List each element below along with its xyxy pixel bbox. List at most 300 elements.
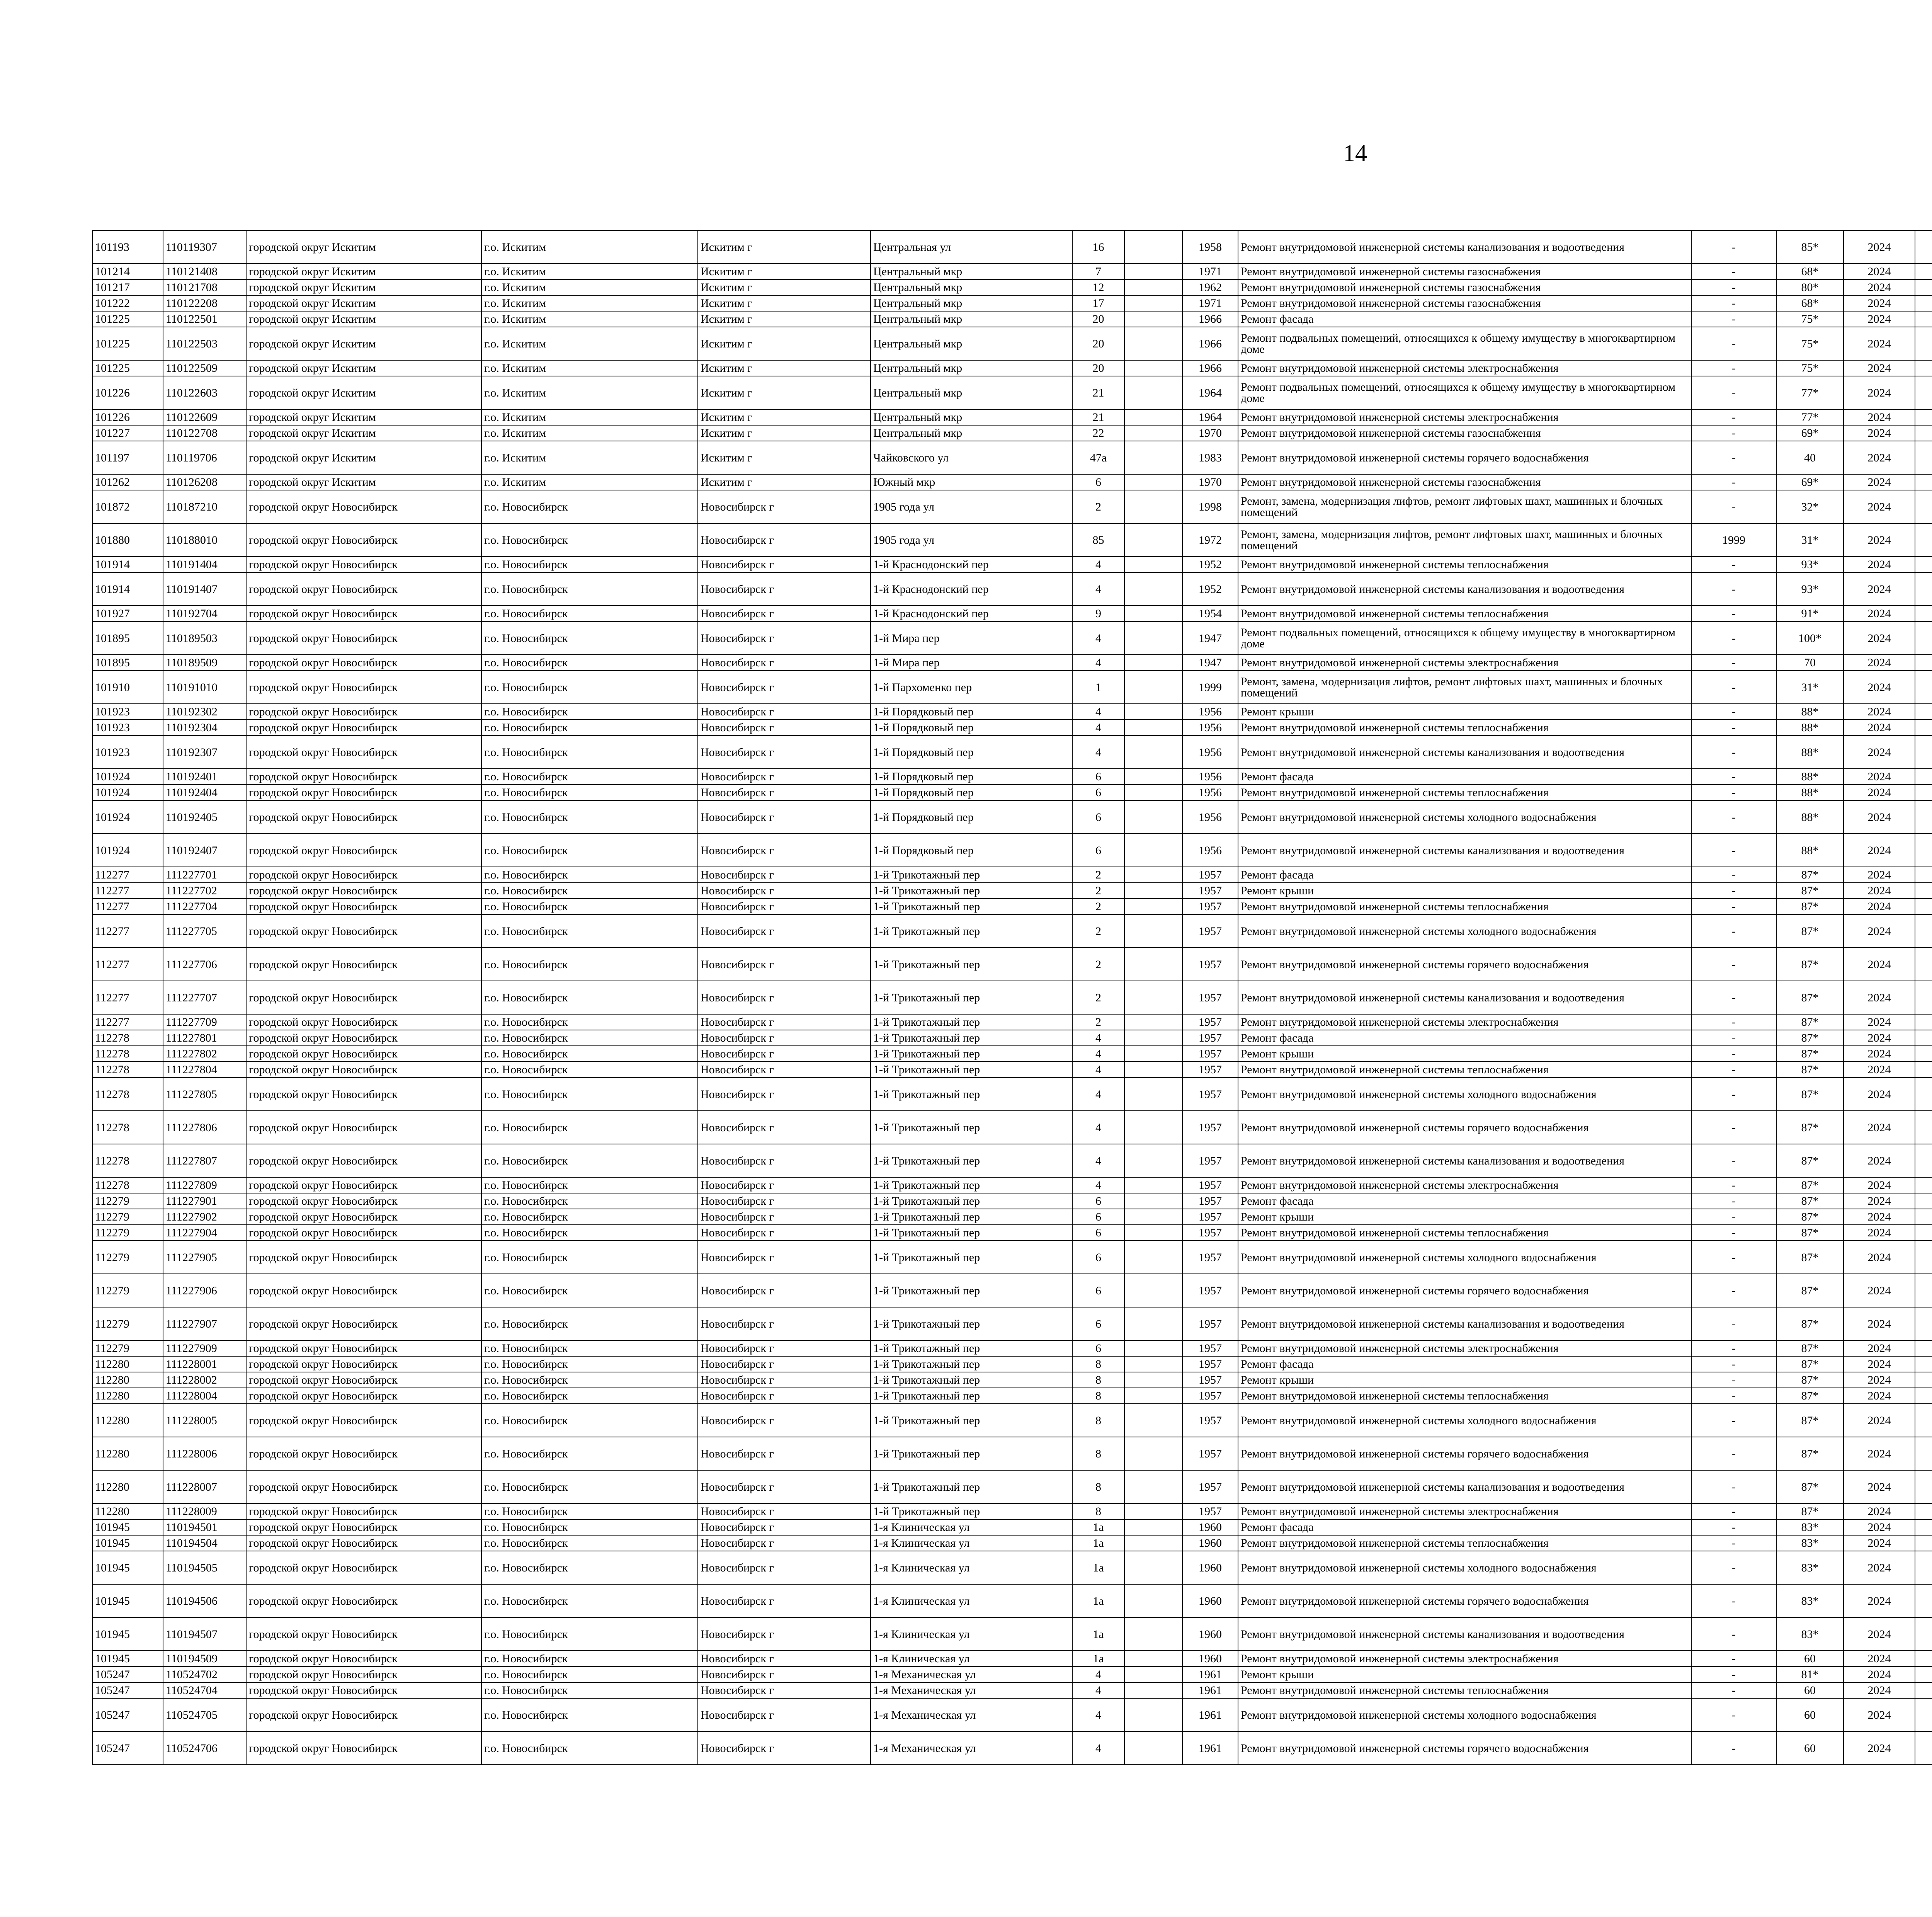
cell-wear-percent: 77* (1776, 409, 1844, 425)
cell-locality: Новосибирск г (698, 1667, 871, 1682)
cell-lift-year: - (1691, 1372, 1776, 1388)
cell-house-id: 112278 (92, 1111, 163, 1144)
cell-street: 1-й Порядковый пер (871, 720, 1072, 735)
cell-lift-year: - (1691, 327, 1776, 360)
cell-year-start: 2024 (1844, 1046, 1915, 1062)
cell-locality: Новосибирск г (698, 1617, 871, 1651)
cell-locality: Новосибирск г (698, 1274, 871, 1307)
cell-house-number: 6 (1072, 1340, 1124, 1356)
cell-year-built: 1957 (1182, 1078, 1238, 1111)
cell-wear-percent: 75* (1776, 360, 1844, 376)
cell-locality: Новосибирск г (698, 867, 871, 883)
cell-house-number: 6 (1072, 1241, 1124, 1274)
cell-house-id: 112280 (92, 1372, 163, 1388)
cell-wear-percent: 69* (1776, 474, 1844, 490)
cell-settlement: г.о. Новосибирск (481, 572, 698, 606)
cell-work-type: Ремонт подвальных помещений, относящихся к общему имуществу в многоквартирном доме (1238, 376, 1691, 409)
cell-locality: Новосибирск г (698, 1014, 871, 1030)
cell-record-id: 110122509 (163, 360, 246, 376)
cell-street: 1-й Трикотажный пер (871, 1225, 1072, 1241)
cell-settlement: г.о. Новосибирск (481, 1014, 698, 1030)
cell-house-number: 4 (1072, 655, 1124, 671)
cell-year-start: 2024 (1844, 914, 1915, 948)
cell-settlement: г.о. Искитим (481, 474, 698, 490)
cell-municipality: городской округ Новосибирск (246, 948, 481, 981)
cell-work-type: Ремонт внутридомовой инженерной системы электроснабжения (1238, 1014, 1691, 1030)
cell-record-id: 110194509 (163, 1651, 246, 1667)
cell-year-end (1915, 1144, 1932, 1177)
cell-street: 1-я Механическая ул (871, 1667, 1072, 1682)
cell-lift-year: - (1691, 899, 1776, 914)
cell-year-start: 2024 (1844, 1193, 1915, 1209)
cell-year-end (1915, 1651, 1932, 1667)
cell-record-id: 110122503 (163, 327, 246, 360)
cell-lift-year: - (1691, 1241, 1776, 1274)
cell-building (1124, 409, 1182, 425)
cell-year-built: 1970 (1182, 425, 1238, 441)
cell-work-type: Ремонт внутридомовой инженерной системы электроснабжения (1238, 1177, 1691, 1193)
cell-street: 1-й Краснодонский пер (871, 606, 1072, 621)
cell-record-id: 110192405 (163, 800, 246, 834)
cell-house-number: 8 (1072, 1470, 1124, 1503)
cell-wear-percent: 87* (1776, 1388, 1844, 1404)
cell-work-type: Ремонт, замена, модернизация лифтов, ремонт лифтовых шахт, машинных и блочных помещений (1238, 490, 1691, 523)
cell-settlement: г.о. Новосибирск (481, 655, 698, 671)
cell-lift-year: - (1691, 360, 1776, 376)
cell-house-number: 22 (1072, 425, 1124, 441)
cell-house-number: 6 (1072, 1193, 1124, 1209)
cell-building (1124, 1225, 1182, 1241)
cell-house-id: 112280 (92, 1503, 163, 1519)
cell-year-built: 1983 (1182, 441, 1238, 474)
cell-lift-year: - (1691, 1667, 1776, 1682)
cell-record-id: 110194507 (163, 1617, 246, 1651)
cell-settlement: г.о. Новосибирск (481, 1078, 698, 1111)
cell-wear-percent: 100* (1776, 621, 1844, 655)
cell-house-id: 105247 (92, 1682, 163, 1698)
table-row (92, 1437, 1932, 1470)
cell-municipality: городской округ Новосибирск (246, 914, 481, 948)
cell-record-id: 110122208 (163, 295, 246, 311)
cell-municipality: городской округ Новосибирск (246, 1519, 481, 1535)
cell-house-number: 6 (1072, 1307, 1124, 1340)
table-row (92, 1274, 1932, 1307)
table-row (92, 1046, 1932, 1062)
cell-work-type: Ремонт внутридомовой инженерной системы горячего водоснабжения (1238, 948, 1691, 981)
cell-lift-year: - (1691, 671, 1776, 704)
cell-municipality: городской округ Новосибирск (246, 1698, 481, 1731)
cell-record-id: 110191010 (163, 671, 246, 704)
cell-settlement: г.о. Новосибирск (481, 523, 698, 557)
cell-municipality: городской округ Новосибирск (246, 606, 481, 621)
cell-building (1124, 1111, 1182, 1144)
table-row (92, 1651, 1932, 1667)
cell-year-built: 1956 (1182, 720, 1238, 735)
cell-locality: Новосибирск г (698, 1193, 871, 1209)
cell-house-id: 112279 (92, 1225, 163, 1241)
cell-street: 1-й Трикотажный пер (871, 1503, 1072, 1519)
cell-year-start: 2024 (1844, 1177, 1915, 1193)
table-row (92, 360, 1932, 376)
cell-record-id: 111227709 (163, 1014, 246, 1030)
cell-year-end (1915, 264, 1932, 279)
cell-year-start: 2024 (1844, 409, 1915, 425)
cell-record-id: 111227702 (163, 883, 246, 899)
cell-house-number: 1а (1072, 1617, 1124, 1651)
cell-wear-percent: 60 (1776, 1731, 1844, 1765)
cell-year-end (1915, 1731, 1932, 1765)
cell-lift-year: - (1691, 1177, 1776, 1193)
cell-year-built: 1957 (1182, 883, 1238, 899)
cell-record-id: 110189503 (163, 621, 246, 655)
cell-street: 1-й Трикотажный пер (871, 1307, 1072, 1340)
cell-year-end (1915, 1470, 1932, 1503)
cell-year-end (1915, 490, 1932, 523)
cell-street: 1-й Порядковый пер (871, 785, 1072, 800)
cell-year-start: 2024 (1844, 441, 1915, 474)
table-row (92, 1584, 1932, 1617)
cell-year-built: 1960 (1182, 1651, 1238, 1667)
cell-year-end (1915, 735, 1932, 769)
cell-year-end (1915, 1014, 1932, 1030)
cell-year-start: 2024 (1844, 671, 1915, 704)
table-row (92, 523, 1932, 557)
table-row (92, 1519, 1932, 1535)
cell-house-number: 1а (1072, 1535, 1124, 1551)
cell-year-built: 1999 (1182, 671, 1238, 704)
cell-building (1124, 1651, 1182, 1667)
cell-house-number: 4 (1072, 1698, 1124, 1731)
cell-building (1124, 1356, 1182, 1372)
cell-building (1124, 720, 1182, 735)
cell-building (1124, 834, 1182, 867)
cell-record-id: 111228005 (163, 1404, 246, 1437)
table-row (92, 621, 1932, 655)
cell-record-id: 110192704 (163, 606, 246, 621)
cell-wear-percent: 87* (1776, 948, 1844, 981)
cell-municipality: городской округ Искитим (246, 264, 481, 279)
cell-record-id: 111227801 (163, 1030, 246, 1046)
cell-building (1124, 1551, 1182, 1584)
cell-work-type: Ремонт внутридомовой инженерной системы горячего водоснабжения (1238, 1274, 1691, 1307)
cell-year-built: 1960 (1182, 1584, 1238, 1617)
cell-locality: Новосибирск г (698, 1682, 871, 1698)
cell-street: Центральный мкр (871, 360, 1072, 376)
cell-house-id: 112278 (92, 1177, 163, 1193)
cell-year-end (1915, 1046, 1932, 1062)
cell-wear-percent: 87* (1776, 1144, 1844, 1177)
cell-locality: Новосибирск г (698, 800, 871, 834)
cell-wear-percent: 91* (1776, 606, 1844, 621)
cell-work-type: Ремонт крыши (1238, 1667, 1691, 1682)
cell-house-number: 8 (1072, 1356, 1124, 1372)
cell-locality: Новосибирск г (698, 834, 871, 867)
cell-building (1124, 1014, 1182, 1030)
cell-lift-year: - (1691, 720, 1776, 735)
cell-year-start: 2024 (1844, 1078, 1915, 1111)
cell-lift-year: - (1691, 914, 1776, 948)
cell-house-id: 101226 (92, 376, 163, 409)
cell-house-number: 4 (1072, 704, 1124, 720)
table-row (92, 1372, 1932, 1388)
table-row (92, 606, 1932, 621)
cell-house-number: 8 (1072, 1503, 1124, 1519)
cell-wear-percent: 77* (1776, 376, 1844, 409)
cell-building (1124, 800, 1182, 834)
cell-year-start: 2024 (1844, 1388, 1915, 1404)
table-row (92, 295, 1932, 311)
cell-year-start: 2024 (1844, 981, 1915, 1014)
cell-year-end (1915, 1682, 1932, 1698)
cell-year-end (1915, 1241, 1932, 1274)
cell-wear-percent: 87* (1776, 1062, 1844, 1078)
cell-year-start: 2024 (1844, 1062, 1915, 1078)
cell-settlement: г.о. Искитим (481, 376, 698, 409)
cell-year-end (1915, 1078, 1932, 1111)
cell-year-start: 2024 (1844, 1731, 1915, 1765)
cell-municipality: городской округ Новосибирск (246, 671, 481, 704)
cell-house-number: 2 (1072, 1014, 1124, 1030)
table-row (92, 1698, 1932, 1731)
cell-record-id: 111228006 (163, 1437, 246, 1470)
cell-house-number: 4 (1072, 1062, 1124, 1078)
cell-year-start: 2024 (1844, 1274, 1915, 1307)
cell-year-built: 1957 (1182, 1437, 1238, 1470)
cell-lift-year: - (1691, 1340, 1776, 1356)
cell-record-id: 110194505 (163, 1551, 246, 1584)
cell-house-id: 112277 (92, 948, 163, 981)
table-row (92, 720, 1932, 735)
cell-wear-percent: 87* (1776, 899, 1844, 914)
cell-municipality: городской округ Новосибирск (246, 1535, 481, 1551)
cell-street: Центральная ул (871, 230, 1072, 264)
cell-lift-year: - (1691, 834, 1776, 867)
cell-year-end (1915, 1617, 1932, 1651)
cell-lift-year: - (1691, 769, 1776, 785)
cell-street: 1-я Клиническая ул (871, 1551, 1072, 1584)
cell-wear-percent: 87* (1776, 1177, 1844, 1193)
cell-year-built: 1961 (1182, 1682, 1238, 1698)
table-row (92, 704, 1932, 720)
cell-work-type: Ремонт внутридомовой инженерной системы газоснабжения (1238, 279, 1691, 295)
cell-locality: Искитим г (698, 327, 871, 360)
table-row (92, 834, 1932, 867)
cell-wear-percent: 88* (1776, 834, 1844, 867)
cell-year-end (1915, 1404, 1932, 1437)
table-row (92, 1193, 1932, 1209)
cell-street: 1-й Трикотажный пер (871, 1404, 1072, 1437)
cell-locality: Новосибирск г (698, 1584, 871, 1617)
cell-house-number: 21 (1072, 376, 1124, 409)
cell-building (1124, 557, 1182, 572)
cell-locality: Искитим г (698, 376, 871, 409)
cell-work-type: Ремонт подвальных помещений, относящихся к общему имуществу в многоквартирном доме (1238, 327, 1691, 360)
cell-building (1124, 948, 1182, 981)
table-row (92, 785, 1932, 800)
cell-locality: Новосибирск г (698, 1144, 871, 1177)
cell-year-end (1915, 327, 1932, 360)
cell-street: 1-я Клиническая ул (871, 1617, 1072, 1651)
cell-settlement: г.о. Новосибирск (481, 671, 698, 704)
cell-municipality: городской округ Искитим (246, 327, 481, 360)
cell-locality: Искитим г (698, 474, 871, 490)
cell-year-end (1915, 441, 1932, 474)
cell-house-id: 112278 (92, 1144, 163, 1177)
cell-year-built: 1960 (1182, 1551, 1238, 1584)
cell-building (1124, 1682, 1182, 1698)
cell-lift-year: - (1691, 883, 1776, 899)
cell-year-start: 2024 (1844, 311, 1915, 327)
cell-municipality: городской округ Новосибирск (246, 1111, 481, 1144)
cell-street: 1-й Мира пер (871, 621, 1072, 655)
cell-lift-year: - (1691, 1209, 1776, 1225)
cell-work-type: Ремонт подвальных помещений, относящихся к общему имуществу в многоквартирном доме (1238, 621, 1691, 655)
cell-year-end (1915, 409, 1932, 425)
cell-year-end (1915, 606, 1932, 621)
cell-house-number: 7 (1072, 264, 1124, 279)
cell-work-type: Ремонт внутридомовой инженерной системы теплоснабжения (1238, 557, 1691, 572)
cell-lift-year: - (1691, 409, 1776, 425)
cell-year-built: 1957 (1182, 1225, 1238, 1241)
cell-municipality: городской округ Новосибирск (246, 1209, 481, 1225)
cell-settlement: г.о. Новосибирск (481, 621, 698, 655)
cell-house-number: 1а (1072, 1519, 1124, 1535)
cell-year-built: 1956 (1182, 834, 1238, 867)
cell-street: 1-й Трикотажный пер (871, 1241, 1072, 1274)
table-row (92, 1682, 1932, 1698)
cell-year-end (1915, 230, 1932, 264)
cell-locality: Новосибирск г (698, 785, 871, 800)
cell-locality: Искитим г (698, 409, 871, 425)
cell-record-id: 110122708 (163, 425, 246, 441)
cell-settlement: г.о. Новосибирск (481, 1062, 698, 1078)
cell-building (1124, 1617, 1182, 1651)
cell-locality: Новосибирск г (698, 914, 871, 948)
cell-record-id: 111227901 (163, 1193, 246, 1209)
cell-record-id: 110524706 (163, 1731, 246, 1765)
cell-year-start: 2024 (1844, 1307, 1915, 1340)
cell-house-id: 105247 (92, 1731, 163, 1765)
table-row (92, 899, 1932, 914)
cell-municipality: городской округ Новосибирск (246, 1617, 481, 1651)
cell-house-number: 1а (1072, 1551, 1124, 1584)
cell-lift-year: - (1691, 1698, 1776, 1731)
cell-building (1124, 264, 1182, 279)
cell-year-end (1915, 523, 1932, 557)
cell-locality: Новосибирск г (698, 769, 871, 785)
cell-street: 1-й Трикотажный пер (871, 1340, 1072, 1356)
cell-house-id: 101927 (92, 606, 163, 621)
cell-year-start: 2024 (1844, 655, 1915, 671)
cell-record-id: 111227807 (163, 1144, 246, 1177)
cell-work-type: Ремонт фасада (1238, 867, 1691, 883)
cell-locality: Новосибирск г (698, 1356, 871, 1372)
table-row (92, 1404, 1932, 1437)
cell-wear-percent: 40 (1776, 441, 1844, 474)
cell-wear-percent: 87* (1776, 1274, 1844, 1307)
cell-locality: Новосибирск г (698, 720, 871, 735)
cell-wear-percent: 87* (1776, 1372, 1844, 1388)
cell-house-number: 17 (1072, 295, 1124, 311)
cell-house-id: 101924 (92, 769, 163, 785)
cell-year-end (1915, 1535, 1932, 1551)
cell-building (1124, 671, 1182, 704)
cell-wear-percent: 87* (1776, 883, 1844, 899)
cell-year-start: 2024 (1844, 557, 1915, 572)
cell-locality: Новосибирск г (698, 1651, 871, 1667)
cell-record-id: 111228007 (163, 1470, 246, 1503)
cell-wear-percent: 31* (1776, 523, 1844, 557)
cell-settlement: г.о. Искитим (481, 295, 698, 311)
cell-wear-percent: 83* (1776, 1584, 1844, 1617)
cell-house-id: 101923 (92, 704, 163, 720)
cell-locality: Новосибирск г (698, 655, 871, 671)
cell-house-number: 12 (1072, 279, 1124, 295)
cell-house-id: 101923 (92, 720, 163, 735)
cell-work-type: Ремонт крыши (1238, 1046, 1691, 1062)
cell-year-end (1915, 704, 1932, 720)
cell-work-type: Ремонт внутридомовой инженерной системы электроснабжения (1238, 1340, 1691, 1356)
cell-house-id: 112279 (92, 1193, 163, 1209)
cell-settlement: г.о. Новосибирск (481, 606, 698, 621)
cell-work-type: Ремонт крыши (1238, 1209, 1691, 1225)
cell-settlement: г.о. Новосибирск (481, 1225, 698, 1241)
cell-year-end (1915, 899, 1932, 914)
cell-year-end (1915, 279, 1932, 295)
cell-year-built: 1947 (1182, 655, 1238, 671)
cell-wear-percent: 87* (1776, 981, 1844, 1014)
cell-locality: Новосибирск г (698, 883, 871, 899)
cell-settlement: г.о. Искитим (481, 409, 698, 425)
cell-municipality: городской округ Новосибирск (246, 1651, 481, 1667)
cell-wear-percent: 88* (1776, 735, 1844, 769)
cell-work-type: Ремонт внутридомовой инженерной системы горячего водоснабжения (1238, 1731, 1691, 1765)
cell-settlement: г.о. Новосибирск (481, 1111, 698, 1144)
cell-building (1124, 606, 1182, 621)
cell-wear-percent: 68* (1776, 295, 1844, 311)
cell-settlement: г.о. Новосибирск (481, 490, 698, 523)
cell-settlement: г.о. Новосибирск (481, 1193, 698, 1209)
cell-house-id: 101914 (92, 557, 163, 572)
cell-year-built: 1960 (1182, 1519, 1238, 1535)
cell-house-id: 101225 (92, 311, 163, 327)
cell-work-type: Ремонт внутридомовой инженерной системы горячего водоснабжения (1238, 1437, 1691, 1470)
table-row (92, 230, 1932, 264)
cell-house-id: 101872 (92, 490, 163, 523)
cell-lift-year: - (1691, 1437, 1776, 1470)
cell-municipality: городской округ Новосибирск (246, 1062, 481, 1078)
cell-year-built: 1957 (1182, 1503, 1238, 1519)
cell-year-built: 1971 (1182, 295, 1238, 311)
cell-work-type: Ремонт внутридомовой инженерной системы горячего водоснабжения (1238, 441, 1691, 474)
cell-year-end (1915, 311, 1932, 327)
cell-record-id: 111227706 (163, 948, 246, 981)
cell-record-id: 110119307 (163, 230, 246, 264)
cell-house-id: 105247 (92, 1667, 163, 1682)
cell-municipality: городской округ Новосибирск (246, 899, 481, 914)
cell-locality: Искитим г (698, 311, 871, 327)
cell-house-id: 101895 (92, 621, 163, 655)
cell-work-type: Ремонт внутридомовой инженерной системы холодного водоснабжения (1238, 1078, 1691, 1111)
cell-wear-percent: 87* (1776, 1078, 1844, 1111)
cell-work-type: Ремонт фасада (1238, 311, 1691, 327)
cell-year-start: 2024 (1844, 1551, 1915, 1584)
cell-building (1124, 1519, 1182, 1535)
table-row (92, 867, 1932, 883)
cell-house-id: 112278 (92, 1046, 163, 1062)
cell-wear-percent: 88* (1776, 720, 1844, 735)
cell-year-end (1915, 834, 1932, 867)
